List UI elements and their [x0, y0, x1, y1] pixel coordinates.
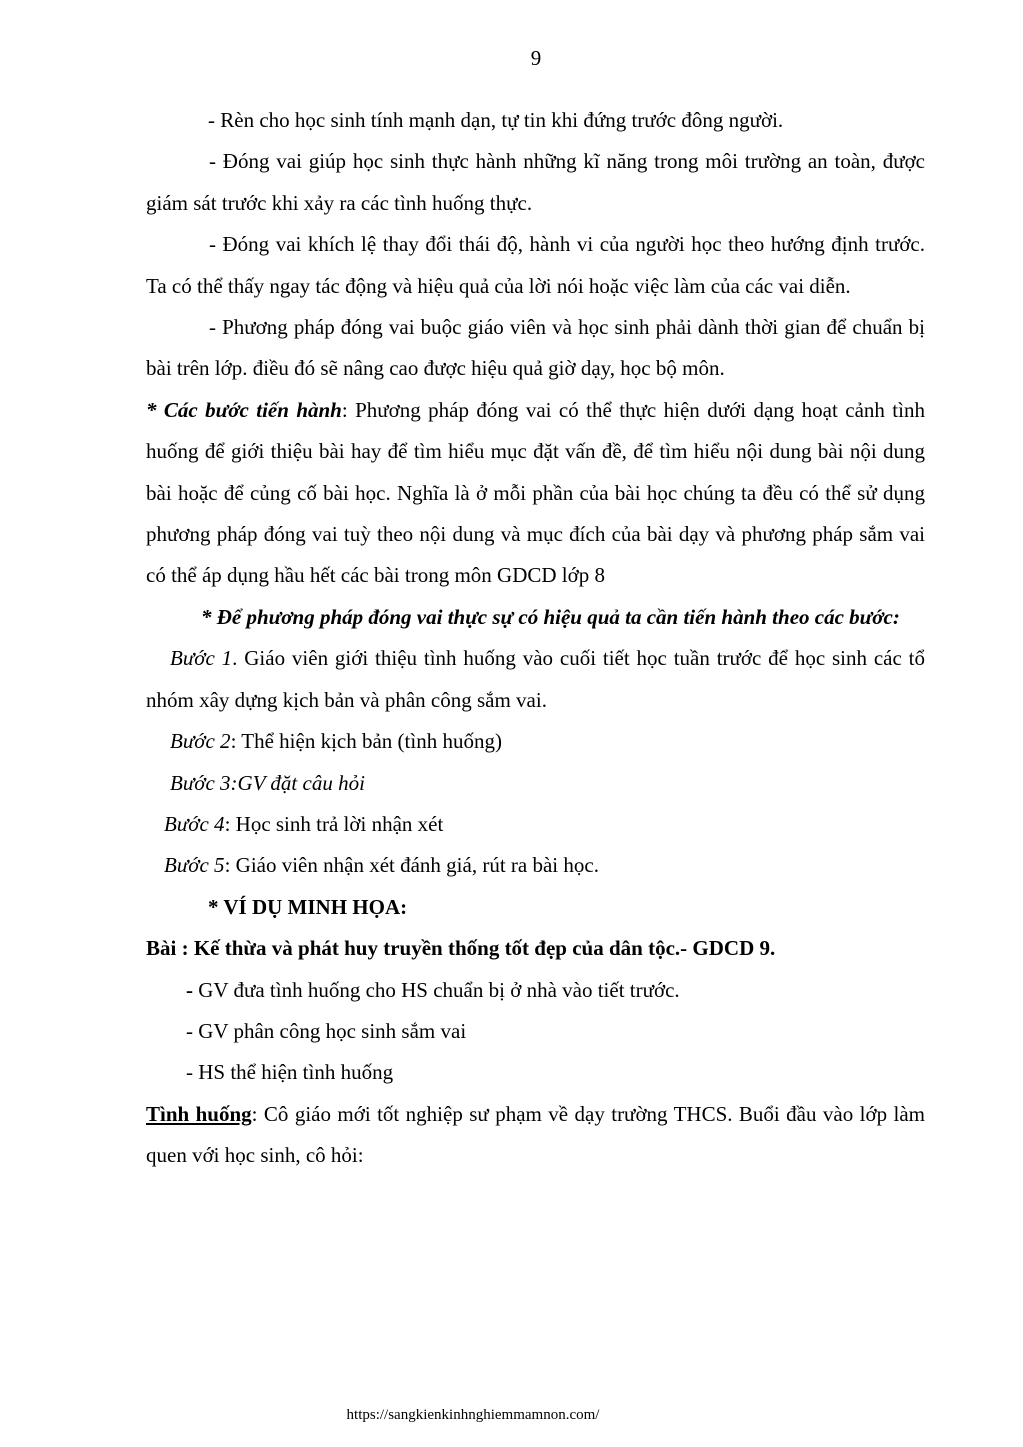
step-2-text: : Thể hiện kịch bản (tình huống) [230, 729, 502, 754]
example-bullet-1-dash: - [186, 977, 193, 1002]
step-3: Bước 3:GV đặt câu hỏi [170, 770, 365, 795]
step-1 [146, 638, 925, 721]
steps-intro-paragraph [146, 390, 925, 597]
steps-intro-text: : Phương pháp đóng vai có thể thực hiện dưới dạng hoạt cảnh tình huống để giới thiệu bài hay để tìm hiểu mục đặt vấn đề, để tìm hiểu nội dung bài nội dung bài hoặc để củng cố bài học. Nghĩa là ở mỗi phần của bài học chúng ta đều có thể sử dụng phương pháp đóng vai tuỳ theo nội dung và mục đích của bài dạy và phương pháp sắm vai có thể áp dụng hầu hết các bài trong môn GDCD lớp 8 [146, 397, 925, 588]
step-1-text: . Giáo viên giới thiệu tình huống vào cuối tiết học tuần trước để học sinh các tổ nhóm xây dựng kịch bản và phân công sắm vai. [146, 646, 926, 712]
step-5-text: : Giáo viên nhận xét đánh giá, rút ra bài học. [224, 853, 599, 878]
step-5-label: Bước 5 [164, 853, 225, 878]
step-2 [146, 721, 925, 762]
footer-url: https://sangkienkinhnghiemmamnon.com/ [346, 1407, 600, 1423]
situation-paragraph [146, 1094, 925, 1177]
bullet-paragraph-3: - Đóng vai khích lệ thay đổi thái độ, hành vi của người học theo hướng định trước. Ta có thể thấy ngay tác động và hiệu quả của lời nói hoặc việc làm của các vai diễn. [146, 232, 925, 298]
lesson-title: Bài : Kế thừa và phát huy truyền thống tốt đẹp của dân tộc.- GDCD 9. [146, 936, 776, 961]
steps-label: * Các bước tiến hành [146, 397, 342, 422]
step-5 [146, 845, 925, 886]
document-body [146, 100, 925, 1177]
situation-text: : Cô giáo mới tốt nghiệp sư phạm về dạy trường THCS. Buổi đầu vào lớp làm quen với học sinh, cô hỏi: [146, 1101, 925, 1168]
example-bullet-3: - HS thể hiện tình huống [186, 1060, 394, 1085]
example-heading: * VÍ DỤ MINH HỌA: [208, 894, 408, 919]
situation-label: Tình huống [146, 1101, 252, 1126]
step-4-label: Bước 4 [164, 811, 225, 836]
step-4-text: : Học sinh trả lời nhận xét [224, 811, 444, 836]
bullet-paragraph-1: - Rèn cho học sinh tính mạnh dạn, tự tin khi đứng trước đông người. [208, 108, 784, 132]
example-bullet-2: - GV phân công học sinh sắm vai [186, 1018, 467, 1043]
example-bullet-1 [146, 970, 925, 1011]
bullet-paragraph-4: - Phương pháp đóng vai buộc giáo viên và học sinh phải dành thời gian để chuẩn bị bài trên lớp. điều đó sẽ nâng cao được hiệu quả giờ dạy, học bộ môn. [146, 315, 925, 381]
page-number: 9 [530, 46, 542, 70]
example-bullet-1-text: GV đưa tình huống cho HS chuẩn bị ở nhà vào tiết trước. [193, 977, 680, 1002]
step-4 [146, 804, 925, 845]
step-2-label: Bước 2 [170, 729, 231, 754]
steps-heading: * Để phương pháp đóng vai thực sự có hiệu quả ta cần tiến hành theo các bước: [201, 604, 900, 629]
bullet-paragraph-2: - Đóng vai giúp học sinh thực hành những kĩ năng trong môi trường an toàn, được giám sát trước khi xảy ra các tình huống thực. [146, 149, 925, 215]
step-1-label: Bước 1 [170, 646, 233, 671]
